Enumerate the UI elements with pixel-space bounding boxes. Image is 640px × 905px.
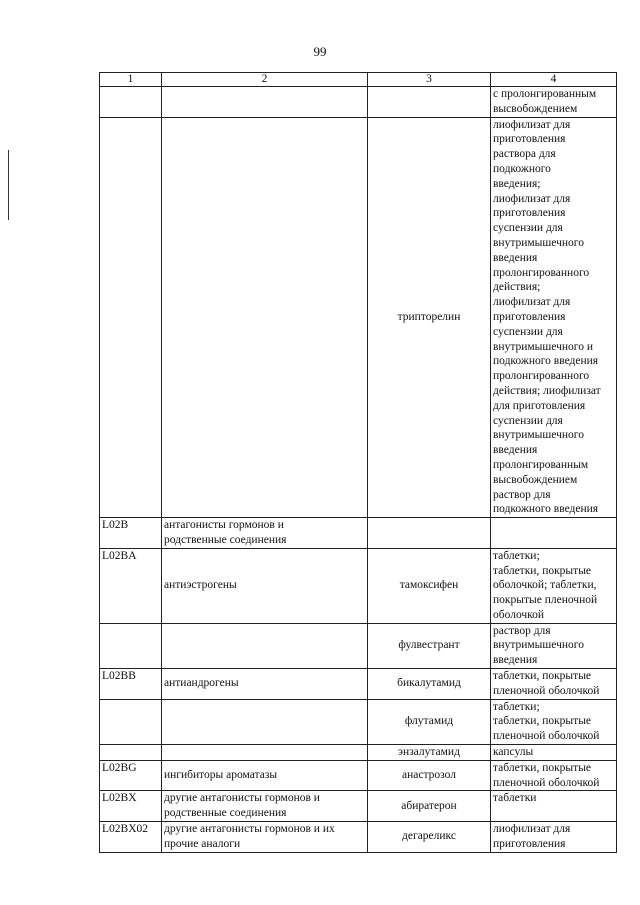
atc-code-cell: L02BA — [100, 548, 162, 623]
drug-name-cell: анастрозол — [368, 760, 491, 791]
group-name-cell — [162, 623, 368, 668]
dosage-form-line: лиофилизат для — [493, 823, 571, 836]
dosage-form-line: таблетки, покрытые — [493, 715, 592, 728]
dosage-form-cell — [491, 822, 617, 853]
table-row — [100, 87, 617, 118]
dosage-form-line: лиофилизат для — [493, 118, 571, 131]
group-name-cell — [162, 87, 368, 118]
group-name-line: другие антагонисты гормонов и — [164, 792, 320, 805]
dosage-form-line: раствор для — [493, 488, 551, 501]
dosage-form-cell — [491, 791, 617, 822]
dosage-form-cell — [491, 699, 617, 744]
dosage-form-line: пленочной оболочкой — [493, 684, 600, 697]
dosage-form-cell — [491, 117, 617, 518]
dosage-form-line: введения — [493, 251, 538, 264]
table-row — [100, 117, 617, 518]
group-name-line: антагонисты гормонов и — [164, 519, 284, 532]
group-name-cell — [162, 117, 368, 518]
atc-code-cell: L02BB — [100, 669, 162, 700]
dosage-form-cell — [491, 548, 617, 623]
dosage-form-line: оболочкой — [493, 608, 545, 621]
dosage-form-cell — [491, 669, 617, 700]
dosage-form-cell — [491, 623, 617, 668]
dosage-form-line: таблетки — [493, 792, 537, 805]
table-row — [100, 669, 617, 700]
dosage-form-line: пролонгированного — [493, 266, 590, 279]
dosage-form-line: лиофилизат для — [493, 296, 571, 309]
dosage-form-line: приготовления — [493, 310, 566, 323]
dosage-form-line: пролонгированного — [493, 370, 590, 383]
atc-code-cell — [100, 745, 162, 761]
group-name-line: родственные соединения — [164, 533, 287, 546]
dosage-form-line: введения — [493, 654, 538, 667]
dosage-form-line: пленочной оболочкой — [493, 730, 600, 743]
scan-edge-mark — [8, 150, 9, 220]
dosage-form-line: оболочкой; таблетки, — [493, 579, 597, 592]
drug-name-cell: бикалутамид — [368, 669, 491, 700]
dosage-form-line: таблетки; — [493, 700, 540, 713]
dosage-form-line: высвобождением — [493, 102, 578, 115]
group-name-line: антиэстрогены — [164, 579, 237, 592]
atc-code-cell — [100, 117, 162, 518]
drug-name-cell: абиратерон — [368, 791, 491, 822]
dosage-form-line: таблетки, покрытые — [493, 670, 592, 683]
atc-code-cell — [100, 623, 162, 668]
group-name-line: прочие аналоги — [164, 837, 241, 850]
group-name-cell — [162, 822, 368, 853]
group-name-cell — [162, 699, 368, 744]
page-number: 99 — [313, 44, 327, 59]
dosage-form-line: капсулы — [493, 746, 534, 759]
group-name-line: родственные соединения — [164, 807, 287, 820]
dosage-form-line: лиофилизат для — [493, 192, 571, 205]
dosage-form-line: введения; — [493, 177, 541, 190]
group-name-cell — [162, 548, 368, 623]
group-name-cell — [162, 669, 368, 700]
dosage-form-line: приготовления — [493, 133, 566, 146]
header-row — [100, 73, 617, 87]
dosage-form-line: суспензии для — [493, 222, 563, 235]
drug-table — [99, 72, 617, 853]
table-row — [100, 548, 617, 623]
dosage-form-line: приготовления — [493, 837, 566, 850]
dosage-form-line: таблетки, покрытые — [493, 564, 592, 577]
header-col-3: 3 — [368, 73, 491, 87]
dosage-form-line: подкожного введения — [493, 355, 599, 368]
drug-name-cell: флутамид — [368, 699, 491, 744]
dosage-form-line: введения — [493, 444, 538, 457]
table-row — [100, 760, 617, 791]
dosage-form-line: внутримышечного — [493, 639, 584, 652]
dosage-form-cell — [491, 518, 617, 549]
dosage-form-line: для приготовления — [493, 399, 586, 412]
group-name-line: антиандрогены — [164, 677, 239, 690]
dosage-form-line: покрытые пленочной — [493, 594, 598, 607]
atc-code-cell — [100, 699, 162, 744]
group-name-cell — [162, 745, 368, 761]
table-row — [100, 699, 617, 744]
header-col-2: 2 — [162, 73, 368, 87]
group-name-cell — [162, 518, 368, 549]
group-name-cell — [162, 791, 368, 822]
dosage-form-line: приготовления — [493, 207, 566, 220]
dosage-form-line: таблетки; — [493, 549, 540, 562]
group-name-cell — [162, 760, 368, 791]
group-name-line: другие антагонисты гормонов и их — [164, 823, 335, 836]
drug-name-cell: тамоксифен — [368, 548, 491, 623]
dosage-form-line: внутримышечного — [493, 236, 584, 249]
table-row — [100, 623, 617, 668]
table-row — [100, 791, 617, 822]
dosage-form-line: пролонгированным — [493, 458, 589, 471]
dosage-form-line: внутримышечного и — [493, 340, 593, 353]
dosage-form-line: раствора для — [493, 148, 556, 161]
dosage-form-line: действия; — [493, 281, 541, 294]
dosage-form-line: подкожного — [493, 162, 551, 175]
atc-code-cell: L02BX02 — [100, 822, 162, 853]
dosage-form-line: действия; лиофилизат — [493, 384, 601, 397]
dosage-form-line: пленочной оболочкой — [493, 776, 600, 789]
header-col-4: 4 — [491, 73, 617, 87]
atc-code-cell: L02B — [100, 518, 162, 549]
dosage-form-cell — [491, 87, 617, 118]
drug-name-cell: дегареликс — [368, 822, 491, 853]
dosage-form-cell — [491, 745, 617, 761]
dosage-form-line: раствор для — [493, 624, 551, 637]
drug-name-cell: энзалутамид — [368, 745, 491, 761]
atc-code-cell: L02BX — [100, 791, 162, 822]
dosage-form-line: таблетки, покрытые — [493, 761, 592, 774]
drug-name-cell — [368, 518, 491, 549]
atc-code-cell: L02BG — [100, 760, 162, 791]
dosage-form-line: подкожного введения — [493, 503, 599, 516]
drug-name-cell: фулвестрант — [368, 623, 491, 668]
dosage-form-cell — [491, 760, 617, 791]
drug-name-cell: трипторелин — [368, 117, 491, 518]
dosage-form-line: с пролонгированным — [493, 88, 597, 100]
dosage-form-line: высвобождением — [493, 473, 578, 486]
table-row — [100, 745, 617, 761]
table-row — [100, 822, 617, 853]
group-name-line: ингибиторы ароматазы — [164, 769, 278, 782]
table-row — [100, 518, 617, 549]
dosage-form-line: суспензии для — [493, 414, 563, 427]
dosage-form-line: внутримышечного — [493, 429, 584, 442]
dosage-form-line: суспензии для — [493, 325, 563, 338]
atc-code-cell — [100, 87, 162, 118]
table-body — [100, 73, 617, 853]
drug-name-cell — [368, 87, 491, 118]
header-col-1: 1 — [100, 73, 162, 87]
